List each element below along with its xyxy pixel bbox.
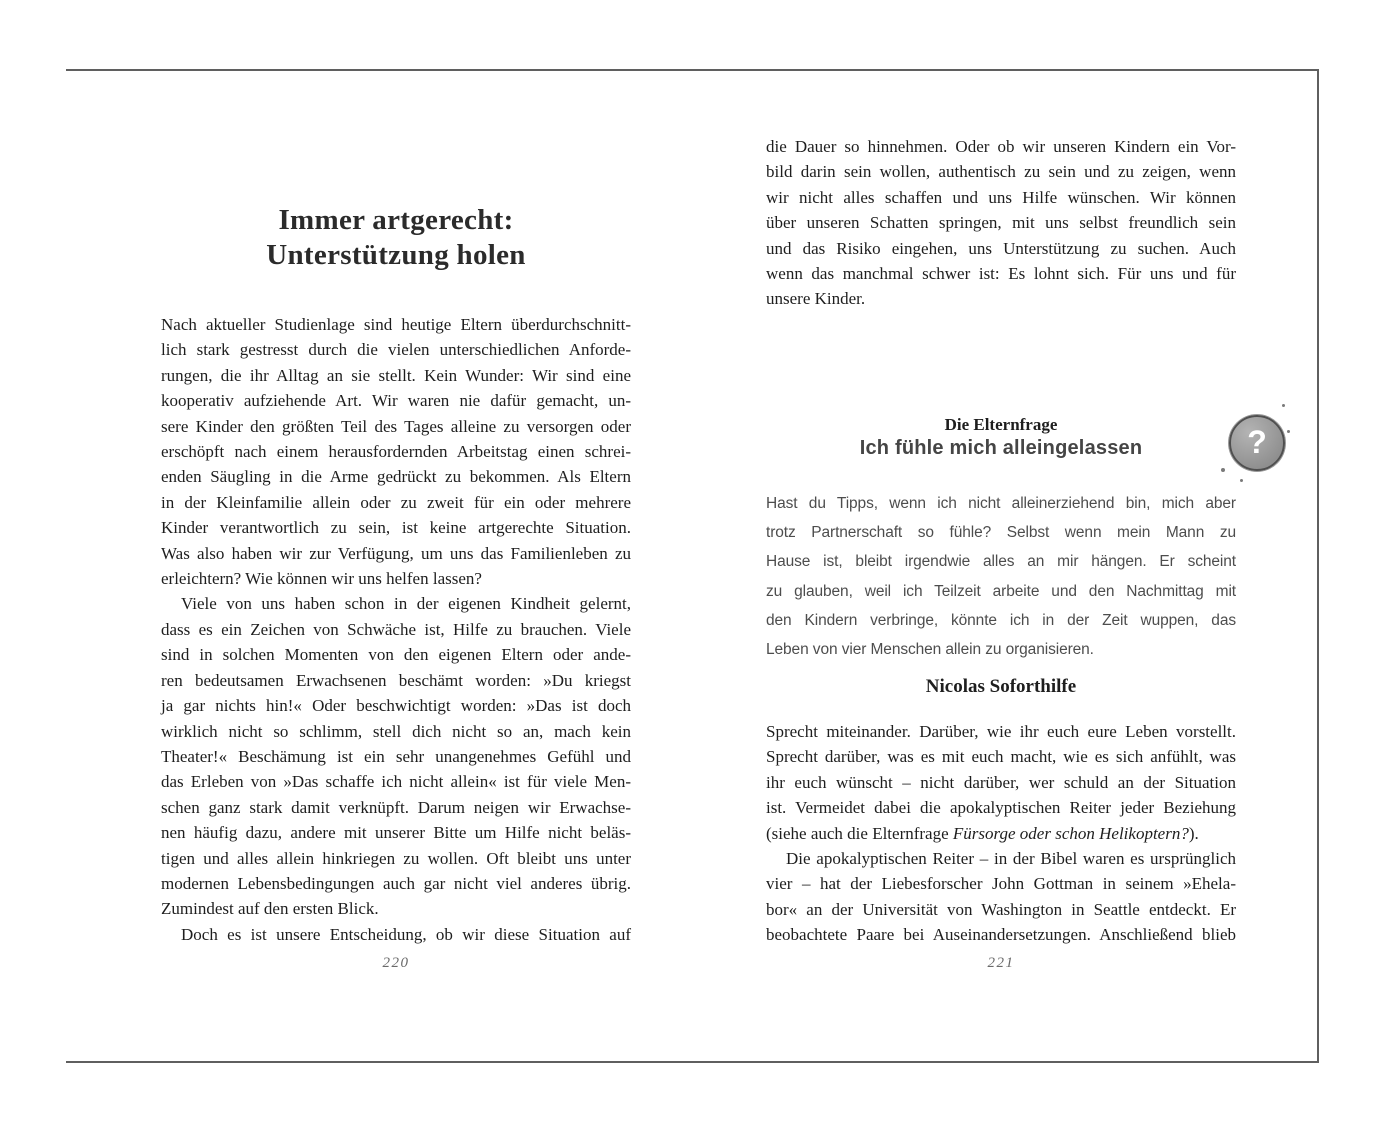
text-line: rungen, die ihr Alltag an sie stellt. Kein Wunder: Wir sind eine xyxy=(161,365,631,385)
text-line: Was also haben wir zur Verfügung, um uns das Familienleben zu xyxy=(161,543,631,563)
text-line: Die apokalyptischen Reiter – in der Bibel waren es ursprünglich xyxy=(786,849,1236,869)
text-line: Theater!« Beschämung ist ein sehr unangenehmes Gefühl und xyxy=(161,746,631,766)
text-segment: ). xyxy=(1188,823,1199,843)
text-line: bor« an der Universität von Washington in Seattle entdeckt. Er xyxy=(766,899,1236,919)
text-line: ist. Vermeidet dabei die apokalyptischen Reiter jeder Beziehung xyxy=(766,798,1236,818)
soforthilfe-text xyxy=(766,719,1236,948)
elternfrage-question-text xyxy=(766,489,1236,664)
text-line: Leben von vier Menschen allein zu organisieren. xyxy=(766,641,1094,659)
soforthilfe-title: Nicolas Soforthilfe xyxy=(925,676,1077,697)
text-line: zu glauben, weil ich Teilzeit arbeite und den Nachmittag mit xyxy=(766,582,1236,600)
text-line: Viele von uns haben schon in der eigenen Kindheit gelernt, xyxy=(181,594,631,614)
text-line: Doch es ist unsere Entscheidung, ob wir diese Situation auf xyxy=(181,924,631,944)
chapter-title-line-2: Unterstützung holen xyxy=(266,239,526,271)
text-line: Sprecht miteinander. Darüber, wie ihr euch eure Leben vorstellt. xyxy=(766,722,1236,741)
text-line: Sprecht darüber, was es mit euch macht, wie es sich anfühlt, was xyxy=(766,747,1236,767)
text-line: unsere Kinder. xyxy=(766,289,866,309)
text-line: ja gar nichts hin!« Oder beschwichtigt worden: »Das ist doch xyxy=(161,696,631,716)
text-line: und das Risiko eingehen, uns Unterstützung zu suchen. Auch xyxy=(766,238,1236,258)
text-line: vier – hat der Liebesforscher John Gottman in seinem »Ehela- xyxy=(766,874,1236,894)
text-line: kooperativ aufziehende Art. Wir waren nie dafür gemacht, un- xyxy=(161,391,631,411)
text-line: trotz Partnerschaft so fühle? Selbst wenn mein Mann zu xyxy=(766,524,1236,542)
page-number-right: 221 xyxy=(987,955,1015,971)
text-line: ren bedeutsamen Erwachsenen beschämt worden: »Du kriegst xyxy=(161,670,631,690)
text-line: wir nicht alles schaffen und uns Hilfe wünschen. Wir können xyxy=(766,187,1236,207)
ink-speckle xyxy=(1282,404,1285,407)
text-line: den Kindern verbringe, könnte ich in der Zeit wuppen, das xyxy=(766,611,1236,629)
question-mark-icon xyxy=(1229,415,1285,471)
ink-speckle xyxy=(1240,479,1243,482)
italic-text-segment: Fürsorge oder schon Helikoptern? xyxy=(952,823,1189,843)
right-opening-text xyxy=(766,134,1236,312)
text-segment: (siehe auch die Elternfrage xyxy=(766,823,953,843)
text-line: enden Säugling in die Arme gedrückt zu bekommen. Als Eltern xyxy=(161,467,631,487)
text-line: sind in solchen Momenten von den eigenen Eltern oder ande- xyxy=(161,645,631,665)
question-mark-glyph: ? xyxy=(1247,424,1267,460)
text-line: das Erleben von »Das schaffe ich nicht allein« ist für viele Men- xyxy=(161,772,631,792)
text-line: dass es ein Zeichen von Schwäche ist, Hilfe zu brauchen. Viele xyxy=(161,619,631,639)
text-line: erleichtern? Wie können wir uns helfen lassen? xyxy=(161,569,482,589)
ink-speckle xyxy=(1287,430,1290,433)
elternfrage-kicker: Die Elternfrage xyxy=(944,415,1058,434)
text-line: wenn das manchmal schwer ist: Es lohnt sich. Für uns und für xyxy=(766,264,1236,284)
text-line: nen häufig dazu, andere mit unserer Bitte um Hilfe nicht beläs- xyxy=(161,823,631,843)
chapter-title xyxy=(161,203,631,273)
text-line: modernen Lebensbedingungen auch gar nicht viel anderes übrig. xyxy=(161,873,631,893)
text-line: Kinder verantwortlich zu sein, ist keine artgerechte Situation. xyxy=(161,518,631,538)
page-number-left: 220 xyxy=(382,955,410,971)
chapter-title-line-1: Immer artgerecht: xyxy=(278,204,514,236)
text-line: sere Kinder den größten Teil des Tages alleine zu versorgen oder xyxy=(161,416,631,436)
elternfrage-title: Ich fühle mich alleingelassen xyxy=(859,437,1143,459)
text-line: Zumindest auf den ersten Blick. xyxy=(161,899,379,919)
text-line: Hause ist, bleibt irgendwie alles an mir hängen. Er scheint xyxy=(766,553,1236,571)
left-body-text xyxy=(161,312,631,947)
text-line: bild darin sein wollen, authentisch zu sein und zu zeigen, wenn xyxy=(766,162,1236,182)
text-line: in der Kleinfamilie allein oder zu zweit für ein oder mehrere xyxy=(161,492,631,512)
text-line: wirklich nicht so schlimm, stell dich nicht so an, mach kein xyxy=(161,721,631,741)
ink-speckle xyxy=(1221,468,1225,472)
text-line: lich stark gestresst durch die vielen unterschiedlichen Anforde- xyxy=(161,340,631,360)
text-line: über unseren Schatten springen, mit uns selbst freundlich sein xyxy=(766,213,1236,233)
text-line xyxy=(766,821,1236,846)
text-line: ihr euch wünscht – nicht darüber, wer schuld an der Situation xyxy=(766,772,1236,792)
text-line: erschöpft nach einem herausfordernden Arbeitstag einen schrei- xyxy=(161,442,631,462)
text-line: die Dauer so hinnehmen. Oder ob wir unseren Kindern ein Vor- xyxy=(766,137,1236,156)
text-line: Nach aktueller Studienlage sind heutige Eltern überdurchschnitt- xyxy=(161,315,631,334)
text-line: Hast du Tipps, wenn ich nicht alleinerziehend bin, mich aber xyxy=(766,495,1236,512)
text-line: tigen und alles allein hinkriegen zu wollen. Oft bleibt uns unter xyxy=(161,848,631,868)
text-line: beobachtete Paare bei Auseinandersetzungen. Anschließend blieb xyxy=(766,925,1236,945)
text-line: schen ganz stark damit verknüpft. Darum neigen wir Erwachse- xyxy=(161,797,631,817)
